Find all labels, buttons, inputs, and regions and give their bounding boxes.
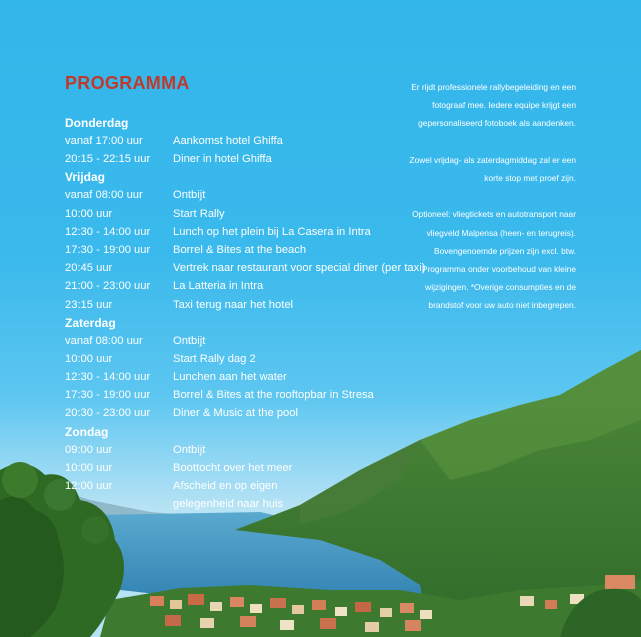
info-notes	[391, 78, 576, 333]
row-time: 21:00 - 23:00 uur	[65, 280, 151, 293]
row-description: Lunch op het plein bij La Casera in Intra	[173, 225, 371, 238]
row-description: Taxi terug naar het hotel	[173, 298, 294, 311]
schedule-row	[65, 386, 445, 404]
row-time: 10:00 uur	[65, 352, 113, 365]
schedule-row	[65, 186, 445, 204]
row-description: Borrel & Bites at the rooftopbar in Stresa	[173, 389, 374, 402]
schedule-row	[65, 404, 445, 422]
row-description: Ontbijt	[173, 189, 206, 202]
schedule-row	[65, 132, 445, 150]
row-description: Ontbijt	[173, 334, 206, 347]
schedule-row	[65, 150, 445, 168]
schedule-row	[65, 368, 445, 386]
row-description: Borrel & Bites at the beach	[173, 243, 307, 256]
row-time: 09:00 uur	[65, 443, 113, 456]
row-time: 20:15 - 22:15 uur	[65, 153, 151, 166]
day-heading-zondag: Zondag	[65, 424, 109, 439]
note-stops: Zowel vrijdag- als zaterdagmiddag zal er een korte stop met proef zijn.	[409, 154, 576, 183]
schedule-list	[65, 114, 445, 513]
row-time: 12:30 - 14:00 uur	[65, 225, 151, 238]
row-description: La Latteria in Intra	[173, 280, 264, 293]
row-description: Boottocht over het meer	[173, 461, 293, 474]
row-time: 10:00 uur	[65, 207, 113, 220]
day-heading-vrijdag: Vrijdag	[65, 170, 106, 185]
row-time: 20:45 uur	[65, 262, 113, 275]
row-time: 23:15 uur	[65, 298, 113, 311]
schedule-row	[65, 477, 445, 513]
day-heading-zaterdag: Zaterdag	[65, 315, 116, 330]
row-time: 17:30 - 19:00 uur	[65, 389, 151, 402]
schedule-row	[65, 459, 445, 477]
schedule-row	[65, 332, 445, 350]
row-description: Diner in hotel Ghiffa	[173, 153, 272, 166]
note-rally-support: Er rijdt professionele rallybegeleiding en een fotograaf mee. Iedere equipe krijgt een gepersonaliseerd fotoboek als aandenken.	[411, 82, 576, 129]
row-time: vanaf 08:00 uur	[65, 189, 143, 202]
row-description: Afscheid en op eigen gelegenheid naar huis	[173, 480, 284, 511]
schedule-row	[65, 223, 445, 241]
row-description: Start Rally dag 2	[173, 352, 256, 365]
schedule-row	[65, 259, 445, 277]
row-description: Lunchen aan het water	[173, 371, 287, 384]
note-optional: Optioneel: vliegtickets en autotransport naar vliegveld Malpensa (heen- en terugreis). Bovengenoemde prijzen zijn excl. btw. Programma onder voorbehoud van kleine wijzigingen. *Overige consumpties en de brandstof voor uw auto niet inbegrepen.	[412, 209, 576, 311]
row-description: Ontbijt	[173, 443, 206, 456]
row-description: Aankomst hotel Ghiffa	[173, 135, 283, 147]
schedule-row	[65, 296, 445, 314]
schedule-row	[65, 241, 445, 259]
row-time: vanaf 17:00 uur	[65, 135, 143, 147]
row-time: 10:00 uur	[65, 461, 113, 474]
schedule-row	[65, 350, 445, 368]
row-description: Start Rally	[173, 207, 225, 220]
schedule-row	[65, 205, 445, 223]
program-title: PROGRAMMA	[65, 73, 190, 93]
row-time: 17:30 - 19:00 uur	[65, 243, 151, 256]
row-time: 12:00 uur	[65, 480, 113, 492]
row-time: 20:30 - 23:00 uur	[65, 407, 151, 420]
schedule-row	[65, 277, 445, 295]
day-heading-donderdag: Donderdag	[65, 116, 129, 130]
row-time: 12:30 - 14:00 uur	[65, 371, 151, 384]
row-time: vanaf 08:00 uur	[65, 334, 143, 347]
row-description: Diner & Music at the pool	[173, 407, 298, 420]
schedule-row	[65, 441, 445, 459]
row-description: Vertrek naar restaurant voor special diner (per taxi)	[173, 262, 426, 275]
